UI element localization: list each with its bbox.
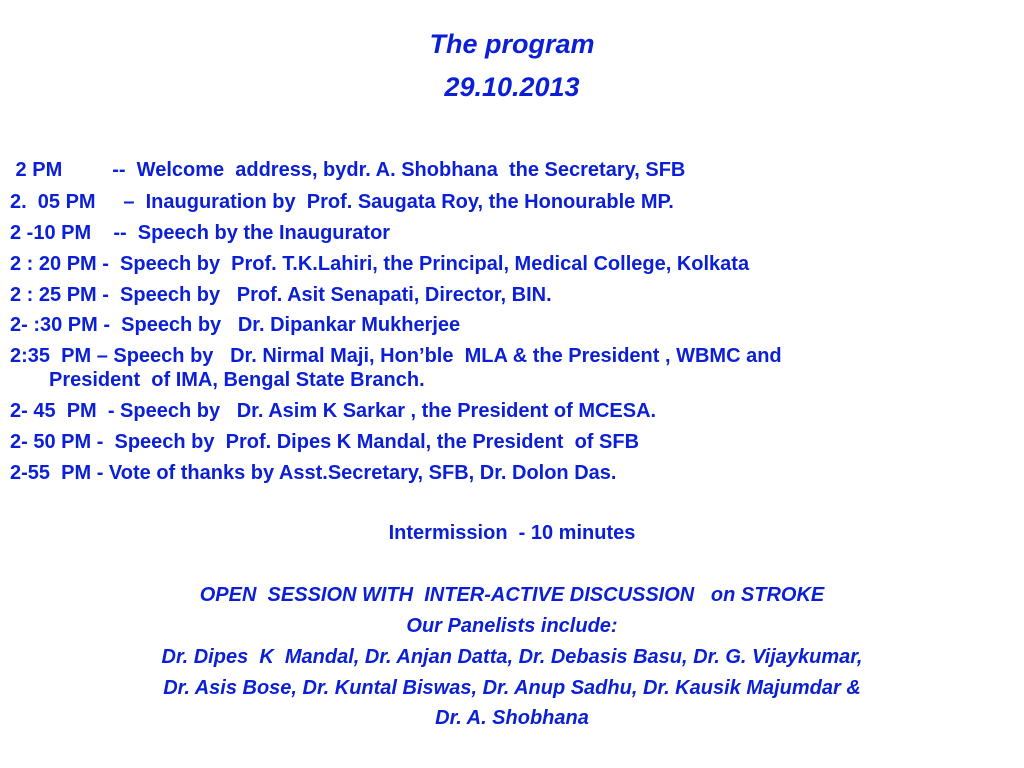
schedule-item-welcome: 2 PM -- Welcome address, bydr. A. Shobhana the Secretary, SFB [10,159,686,181]
panelists-heading: Our Panelists include: [406,615,618,637]
schedule-item-lahiri-speech: 2 : 20 PM - Speech by Prof. T.K.Lahiri, the Principal, Medical College, Kolkata [10,253,750,275]
panelists-line: Dr. A. Shobhana [435,707,589,729]
schedule-item-inaugurator-speech: 2 -10 PM -- Speech by the Inaugurator [10,222,391,244]
panelists-line: Dr. Asis Bose, Dr. Kuntal Biswas, Dr. Anup Sadhu, Dr. Kausik Majumdar & [163,677,861,699]
schedule-item-vote-of-thanks: 2-55 PM - Vote of thanks by Asst.Secretary, SFB, Dr. Dolon Das. [10,462,617,484]
schedule-item-sarkar-speech: 2- 45 PM - Speech by Dr. Asim K Sarkar , the President of MCESA. [10,400,657,422]
schedule-item-senapati-speech: 2 : 25 PM - Speech by Prof. Asit Senapati, Director, BIN. [10,284,552,306]
schedule-item-mukherjee-speech: 2- :30 PM - Speech by Dr. Dipankar Mukherjee [10,314,461,336]
schedule-item-maji-speech: 2:35 PM – Speech by Dr. Nirmal Maji, Hon’ble MLA & the President , WBMC and [10,345,782,367]
open-session-title: OPEN SESSION WITH INTER-ACTIVE DISCUSSION on STROKE [199,584,825,606]
panelists-line: Dr. Dipes K Mandal, Dr. Anjan Datta, Dr. Debasis Basu, Dr. G. Vijaykumar, [161,646,863,668]
slide-date: 29.10.2013 [444,72,580,102]
schedule-item-inauguration: 2. 05 PM – Inauguration by Prof. Saugata Roy, the Honourable MP. [10,191,674,213]
intermission-note: Intermission - 10 minutes [388,522,636,544]
slide-title: The program [429,29,595,59]
schedule-item-maji-speech-continued: President of IMA, Bengal State Branch. [49,369,425,391]
schedule-item-mandal-speech: 2- 50 PM - Speech by Prof. Dipes K Mandal, the President of SFB [10,431,640,453]
